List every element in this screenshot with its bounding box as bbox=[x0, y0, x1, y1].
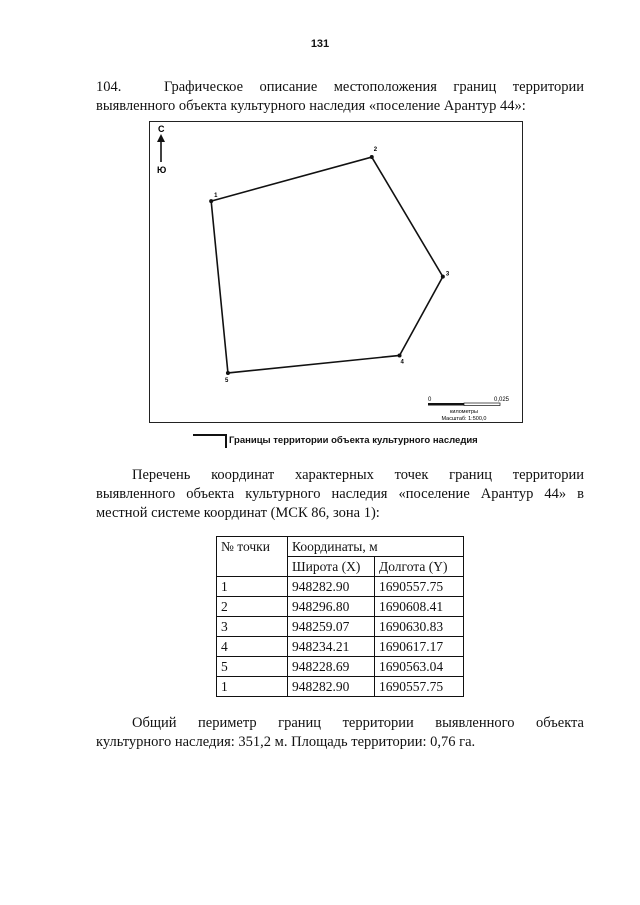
list-intro bbox=[96, 466, 584, 523]
boundary-point-marker bbox=[441, 275, 445, 279]
scale-bar-dark bbox=[428, 403, 464, 406]
header-point: № точки bbox=[217, 537, 288, 577]
scale-bar-light bbox=[464, 403, 500, 406]
boundary-point-label: 5 bbox=[224, 377, 229, 384]
cell-x: 948282.90 bbox=[288, 577, 375, 597]
cell-y: 1690608.41 bbox=[375, 597, 464, 617]
table-header-row bbox=[217, 537, 464, 557]
item-number: 104. bbox=[96, 79, 122, 95]
boundary-point-marker bbox=[398, 353, 402, 357]
scale-start-label: 0 bbox=[428, 397, 432, 403]
table-row bbox=[217, 637, 464, 657]
boundary-point-label: 1 bbox=[214, 193, 218, 200]
boundary-point-label: 2 bbox=[373, 147, 378, 154]
legend-line-swatch bbox=[193, 434, 227, 448]
north-arrow-icon bbox=[157, 134, 165, 162]
boundary-points bbox=[209, 147, 450, 384]
cell-point: 5 bbox=[217, 657, 288, 677]
table-row bbox=[217, 597, 464, 617]
page-number: 131 bbox=[310, 38, 330, 50]
boundary-point-marker bbox=[226, 371, 230, 375]
boundary-point-marker bbox=[370, 155, 374, 159]
map-legend bbox=[193, 430, 478, 450]
cell-point: 3 bbox=[217, 617, 288, 637]
table-row bbox=[217, 577, 464, 597]
cell-point: 2 bbox=[217, 597, 288, 617]
cell-point: 1 bbox=[217, 677, 288, 697]
coordinates-table bbox=[216, 536, 464, 697]
heading-line-1 bbox=[96, 78, 584, 97]
summary-line-2: культурного наследия: 351,2 м. Площадь территории: 0,76 га. bbox=[96, 734, 476, 750]
scale-end-label: 0,025 bbox=[494, 397, 510, 403]
north-label: С bbox=[158, 124, 165, 134]
boundary-map bbox=[149, 121, 523, 423]
intro-line-3: местной системе координат (МСК 86, зона 1): bbox=[96, 505, 380, 521]
scale-unit-label: километры bbox=[450, 409, 478, 415]
cell-x: 948259.07 bbox=[288, 617, 375, 637]
intro-line-2: выявленного объекта культурного наследия «поселение Арантур 44» в bbox=[96, 486, 584, 502]
intro-line-1: Перечень координат характерных точек границ территории bbox=[132, 467, 584, 483]
boundary-point-label: 4 bbox=[400, 359, 404, 366]
scale-bar bbox=[428, 397, 510, 422]
boundary-point-marker bbox=[209, 199, 213, 203]
south-label: Ю bbox=[157, 165, 167, 175]
cell-point: 4 bbox=[217, 637, 288, 657]
table-row bbox=[217, 657, 464, 677]
cell-y: 1690563.04 bbox=[375, 657, 464, 677]
header-lat: Широта (X) bbox=[288, 557, 375, 577]
heading-text-1: Графическое описание местоположения границ территории bbox=[164, 79, 584, 95]
heading-line-2: выявленного объекта культурного наследия «поселение Арантур 44»: bbox=[96, 98, 526, 114]
scale-text: Масштаб: 1:500,0 bbox=[441, 416, 487, 422]
cell-x: 948296.80 bbox=[288, 597, 375, 617]
cell-x: 948228.69 bbox=[288, 657, 375, 677]
cell-y: 1690617.17 bbox=[375, 637, 464, 657]
cell-x: 948282.90 bbox=[288, 677, 375, 697]
cell-y: 1690630.83 bbox=[375, 617, 464, 637]
boundary-point-label: 3 bbox=[445, 271, 450, 278]
summary bbox=[96, 714, 584, 752]
header-lon: Долгота (Y) bbox=[375, 557, 464, 577]
cell-y: 1690557.75 bbox=[375, 677, 464, 697]
cell-y: 1690557.75 bbox=[375, 577, 464, 597]
header-coords: Координаты, м bbox=[288, 537, 464, 557]
legend-text: Границы территории объекта культурного наследия bbox=[229, 434, 478, 446]
table-row bbox=[217, 677, 464, 697]
map-canvas bbox=[150, 122, 522, 422]
boundary-polygon bbox=[211, 157, 443, 373]
summary-line-1: Общий периметр границ территории выявленного объекта bbox=[132, 715, 584, 731]
cell-x: 948234.21 bbox=[288, 637, 375, 657]
cell-point: 1 bbox=[217, 577, 288, 597]
table-row bbox=[217, 617, 464, 637]
item-heading bbox=[96, 78, 584, 116]
